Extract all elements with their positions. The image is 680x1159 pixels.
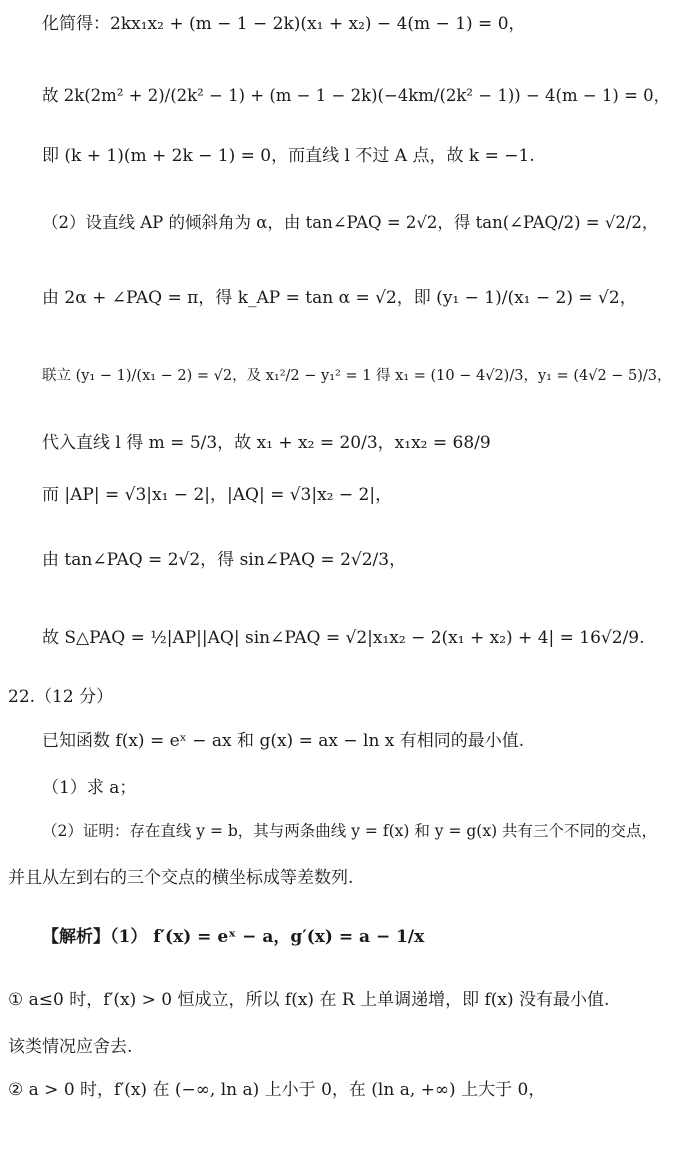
case-1-continued: 该类情况应舍去.: [8, 1037, 133, 1057]
case-1: ① a≤0 时，f′(x) > 0 恒成立，所以 f(x) 在 R 上单调递增，即 f(x) 没有最小值.: [8, 990, 610, 1010]
line-part2-intro: （2）设直线 AP 的倾斜角为 α，由 tan∠PAQ = 2√2，得 tan(∠PAQ/2) = √2/2，: [42, 213, 659, 232]
line-substitute: 代入直线 l 得 m = 5/3，故 x₁ + x₂ = 20/3，x₁x₂ = 68/9: [42, 433, 491, 453]
line-system: 联立 (y₁ − 1)/(x₁ − 2) = √2，及 x₁²/2 − y₁² = 1 得 x₁ = (10 − 4√2)/3，y₁ = (4√2 − 5)/3，: [42, 368, 672, 384]
line-sine: 由 tan∠PAQ = 2√2，得 sin∠PAQ = 2√2/3，: [42, 550, 407, 570]
solution-heading: 【解析】（1） f′(x) = eˣ − a，g′(x) = a − 1/x: [42, 927, 425, 947]
line-lengths: 而 |AP| = √3|x₁ − 2|，|AQ| = √3|x₂ − 2|，: [42, 485, 393, 505]
line-factor: 即 (k + 1)(m + 2k − 1) = 0，而直线 l 不过 A 点，故 k = −1.: [42, 146, 535, 166]
question-22-given: 已知函数 f(x) = eˣ − ax 和 g(x) = ax − ln x 有相同的最小值.: [42, 731, 525, 751]
question-22-part1: （1）求 a；: [42, 778, 137, 798]
question-22-part2-continued: 并且从左到右的三个交点的横坐标成等差数列.: [8, 868, 354, 888]
case-2: ② a > 0 时，f′(x) 在 (−∞, ln a) 上小于 0，在 (ln a, +∞) 上大于 0，: [8, 1080, 546, 1100]
line-simplify: 化简得：2kx₁x₂ + (m − 1 − 2k)(x₁ + x₂) − 4(m − 1) = 0，: [42, 14, 526, 34]
line-area: 故 S△PAQ = ½|AP||AQ| sin∠PAQ = √2|x₁x₂ − 2(x₁ + x₂) + 4| = 16√2/9.: [42, 628, 645, 648]
line-slope: 由 2α + ∠PAQ = π，得 k_AP = tan α = √2，即 (y₁ − 1)/(x₁ − 2) = √2，: [42, 288, 637, 308]
question-22-part2: （2）证明：存在直线 y = b，其与两条曲线 y = f(x) 和 y = g(x) 共有三个不同的交点，: [42, 822, 658, 840]
line-hence-substitute: 故 2k(2m² + 2)/(2k² − 1) + (m − 1 − 2k)(−4km/(2k² − 1)) − 4(m − 1) = 0，: [42, 86, 671, 105]
question-22-header: 22.（12 分）: [8, 687, 114, 707]
